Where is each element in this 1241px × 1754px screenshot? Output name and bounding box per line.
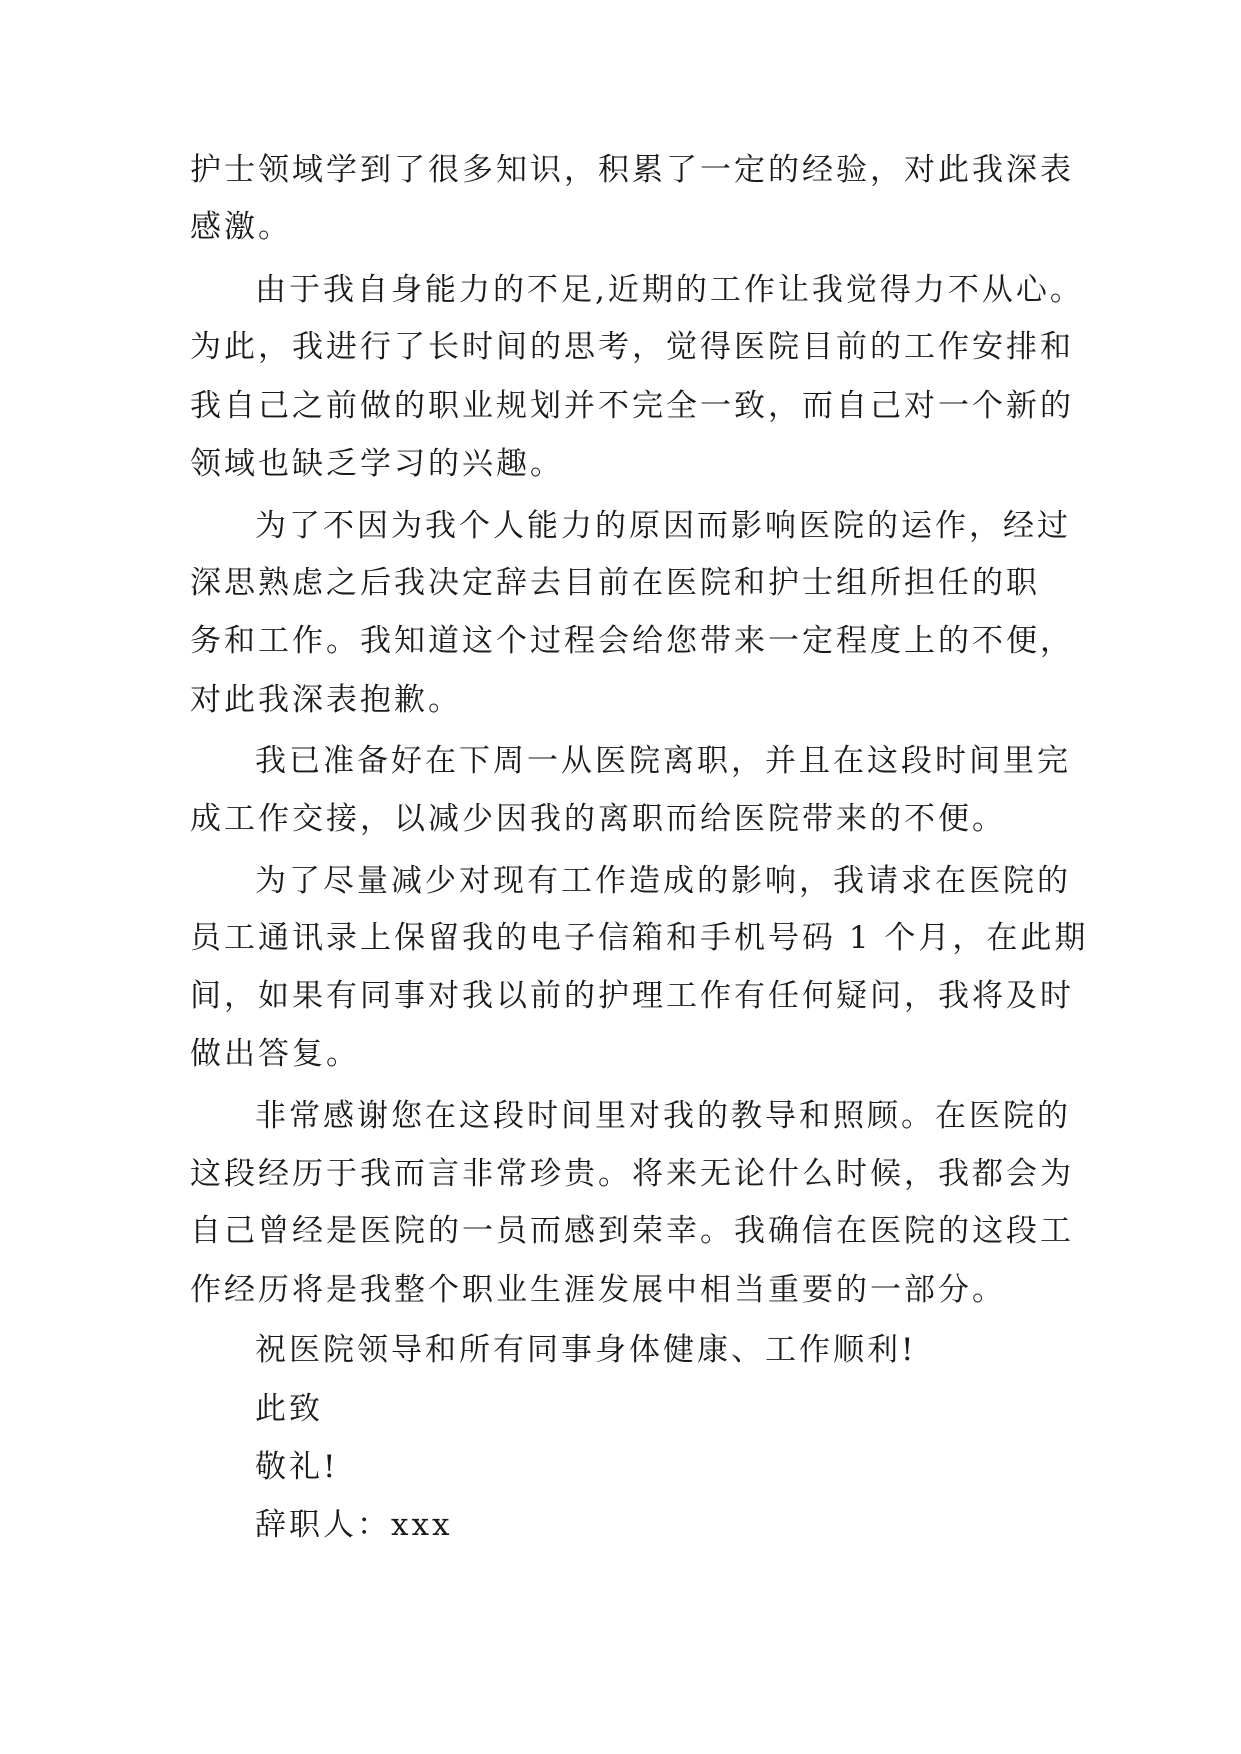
text-line: 我已准备好在下周一从医院离职，并且在这段时间里完: [255, 743, 1071, 779]
text-line: 由于我自身能力的不足,近期的工作让我觉得力不从心。: [255, 272, 1084, 308]
text-line: 非常感谢您在这段时间里对我的教导和照顾。在医院的: [255, 1098, 1071, 1134]
signature-line: 辞职人：xxx: [255, 1507, 453, 1543]
text-line: 成工作交接，以减少因我的离职而给医院带来的不便。: [190, 801, 1006, 837]
text-line: 感激。: [190, 209, 292, 245]
text-line: 务和工作。我知道这个过程会给您带来一定程度上的不便，: [190, 623, 1074, 659]
text-line: 做出答复。: [190, 1036, 360, 1072]
closing-wish: 祝医院领导和所有同事身体健康、工作顺利!: [255, 1332, 917, 1368]
text-line: 为此，我进行了长时间的思考，觉得医院目前的工作安排和: [190, 329, 1074, 365]
text-line: 我自己之前做的职业规划并不完全一致，而自己对一个新的: [190, 388, 1074, 424]
text-line: 为了不因为我个人能力的原因而影响医院的运作，经过: [255, 508, 1071, 544]
salutation-line: 此致: [255, 1391, 323, 1427]
text-line: 护士领域学到了很多知识，积累了一定的经验，对此我深表: [190, 152, 1074, 188]
text-line: 对此我深表抱歉。: [190, 682, 462, 718]
salutation-line: 敬礼!: [255, 1449, 339, 1485]
text-line: 自己曾经是医院的一员而感到荣幸。我确信在医院的这段工: [190, 1213, 1074, 1249]
text-line: 深思熟虑之后我决定辞去目前在医院和护士组所担任的职: [190, 565, 1040, 601]
text-line: 作经历将是我整个职业生涯发展中相当重要的一部分。: [190, 1272, 1006, 1308]
text-line: 间，如果有同事对我以前的护理工作有任何疑问，我将及时: [190, 978, 1074, 1014]
text-line: 这段经历于我而言非常珍贵。将来无论什么时候，我都会为: [190, 1156, 1074, 1192]
text-line: 员工通讯录上保留我的电子信箱和手机号码 1 个月，在此期: [190, 920, 1089, 956]
text-line: 领域也缺乏学习的兴趣。: [190, 446, 564, 482]
text-line: 为了尽量减少对现有工作造成的影响，我请求在医院的: [255, 863, 1071, 899]
